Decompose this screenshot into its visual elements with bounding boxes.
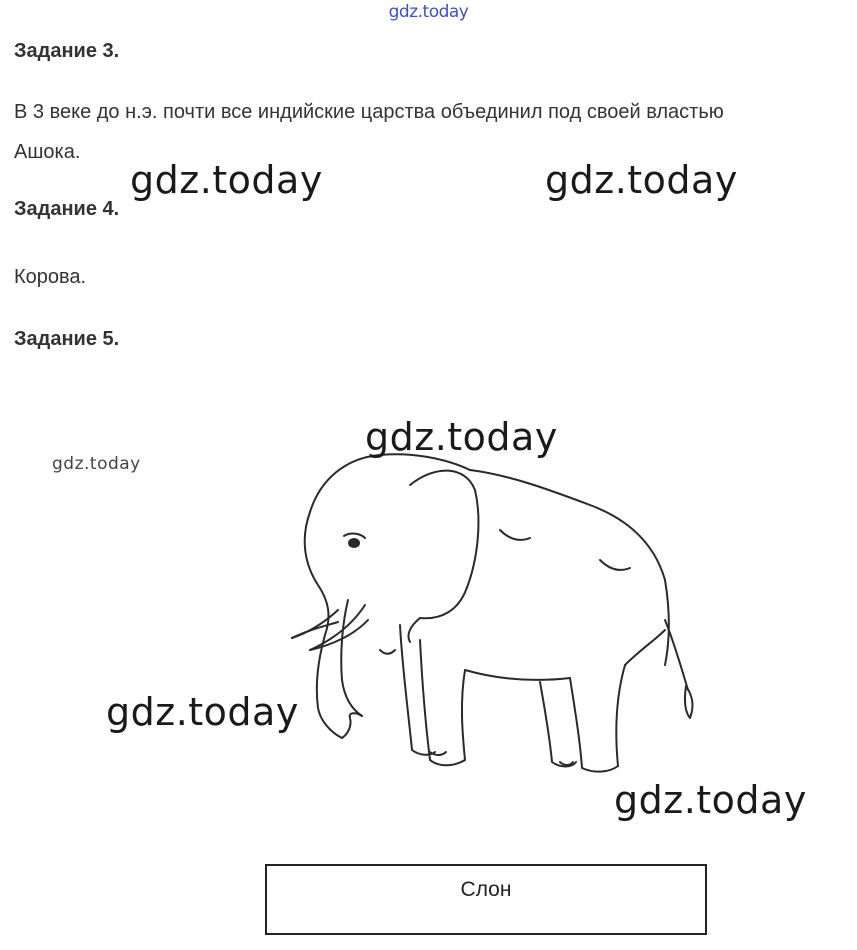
watermark-3: gdz.today	[365, 415, 558, 459]
task5-heading: Задание 5.	[14, 328, 120, 350]
answer-box	[265, 864, 707, 935]
task3-line1: В 3 веке до н.э. почти все индийские царства объединил под своей властью	[14, 101, 724, 123]
watermark-4: gdz.today	[52, 454, 141, 474]
task5-answer: Слон	[460, 878, 512, 901]
task4-heading: Задание 4.	[14, 198, 120, 220]
task4-answer: Корова.	[14, 266, 87, 288]
watermark-1: gdz.today	[130, 158, 323, 202]
watermark-2: gdz.today	[545, 158, 738, 202]
elephant-illustration	[270, 450, 710, 790]
task3-line2: Ашока.	[14, 141, 81, 163]
watermark-6: gdz.today	[614, 778, 807, 822]
task3-heading: Задание 3.	[14, 40, 120, 62]
watermark-5: gdz.today	[106, 690, 299, 734]
top-watermark: gdz.today	[388, 2, 469, 22]
